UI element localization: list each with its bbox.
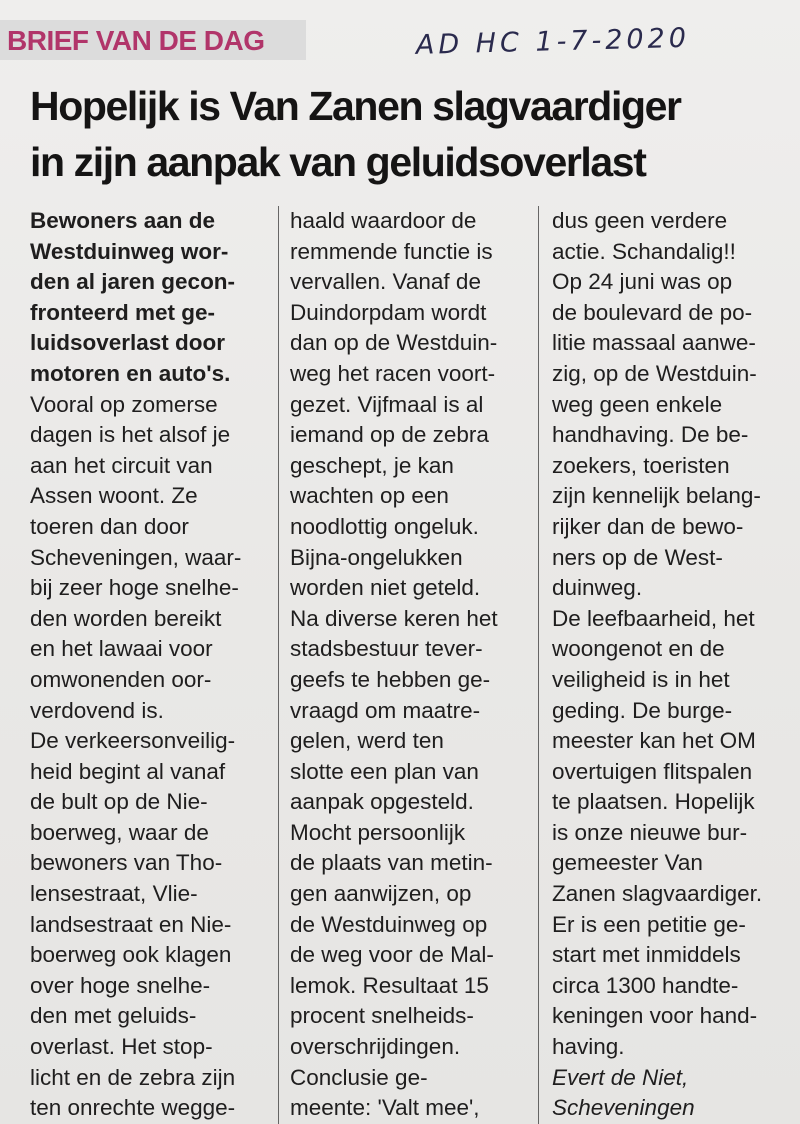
article-text-line: rijker dan de bewo- (552, 513, 744, 539)
headline-line-1: Hopelijk is Van Zanen slagvaardiger (30, 83, 681, 129)
article-text-line: de weg voor de Mal- (290, 942, 494, 968)
article-text-line: aan het circuit van (30, 452, 213, 478)
article-text-line: heid begint al vanaf (30, 758, 226, 784)
article-text-line: handhaving. De be- (552, 422, 749, 448)
article-text-line: litie massaal aanwe- (552, 330, 756, 356)
article-text-line: over hoge snelhe- (30, 972, 211, 998)
article-text-line: boerweg, waar de (30, 819, 209, 845)
article-text-line: gen aanwijzen, op (290, 881, 472, 907)
article-text-line: ners op de West- (552, 544, 723, 570)
article-text-line: De verkeersonveilig- (30, 728, 236, 754)
article-intro-line: Bewoners aan de (30, 208, 216, 233)
article-text-line: dus geen verdere (552, 208, 728, 233)
article-text-line: worden niet geteld. (290, 575, 481, 601)
article-text-line: having. (552, 1034, 625, 1060)
article-text-line: Assen woont. Ze (30, 483, 198, 509)
article-intro-line: luidsoverlast door (30, 330, 226, 356)
rubric-label: BRIEF VAN DE DAG (7, 25, 265, 56)
headline-line-2: in zijn aanpak van geluidsoverlast (30, 139, 646, 185)
article-text-line: keningen voor hand- (552, 1003, 758, 1029)
article-intro-line: Westduinweg wor- (30, 238, 229, 264)
article-text-line: slotte een plan van (290, 758, 479, 784)
article-column-1 (30, 206, 270, 1124)
article-text-line: landsestraat en Nie- (30, 911, 232, 937)
article-text-line: overlast. Het stop- (30, 1034, 213, 1060)
article-text-line: den met geluids- (30, 1003, 197, 1029)
article-text-line: licht en de zebra zijn (30, 1064, 236, 1090)
article-text-line: bewoners van Tho- (30, 850, 223, 876)
article-text-line: stadsbestuur tever- (290, 636, 483, 662)
article-text-line: Mocht persoonlijk (290, 819, 466, 845)
article-text-line: geding. De burge- (552, 697, 733, 723)
column-divider-2 (538, 206, 539, 1124)
article-text-line: te plaatsen. Hopelijk (552, 789, 755, 815)
article-text-line: de plaats van metin- (290, 850, 493, 876)
article-text-line: de Westduinweg op (290, 911, 488, 937)
rubric-banner (0, 20, 306, 60)
article-text-line: overtuigen flitspalen (552, 758, 753, 784)
article-text-line: actie. Schandalig!! (552, 238, 736, 264)
article-text-line: Duindorpdam wordt (290, 299, 487, 325)
article-text-line: De leefbaarheid, het (552, 605, 755, 631)
article-text-line: gemeester Van (552, 850, 703, 876)
article-text-line: dagen is het alsof je (30, 422, 231, 448)
article-text-line: en het lawaai voor (30, 636, 213, 662)
signature-line: Scheveningen (552, 1095, 695, 1121)
article-text-line: de bult op de Nie- (30, 789, 208, 815)
handwritten-source-note: AD HC 1-7-2020 (415, 22, 691, 61)
column-divider-1 (278, 206, 279, 1124)
article-column-3 (552, 206, 792, 1124)
article-text-line: zoekers, toeristen (552, 452, 730, 478)
article-text-line: weg geen enkele (552, 391, 723, 417)
article-text-line: omwonenden oor- (30, 666, 212, 692)
article-text-line: is onze nieuwe bur- (552, 819, 748, 845)
article-text-line: remmende functie is (290, 238, 493, 264)
article-text-line: verdovend is. (30, 697, 164, 723)
article-text-line: vraagd om maatre- (290, 697, 481, 723)
article-text-line: aanpak opgesteld. (290, 789, 474, 815)
article-text-line: meester kan het OM (552, 728, 756, 754)
article-intro-line: fronteerd met ge- (30, 299, 216, 325)
article-intro-line: den al jaren gecon- (30, 269, 236, 295)
article-text-line: de boulevard de po- (552, 299, 753, 325)
article-text-line: meente: 'Valt mee', (290, 1095, 480, 1121)
article-column-2 (290, 206, 530, 1124)
article-text-line: Scheveningen, waar- (30, 544, 242, 570)
article-text-line: Bijna-ongelukken (290, 544, 463, 570)
article-text-line: veiligheid is in het (552, 666, 730, 692)
article-text-line: start met inmiddels (552, 942, 741, 968)
article-text-line: lemok. Resultaat 15 (290, 972, 489, 998)
article-text-line: Vooral op zomerse (30, 391, 218, 417)
article-text-line: den worden bereikt (30, 605, 222, 631)
article-text-line: procent snelheids- (290, 1003, 474, 1029)
article-text-line: circa 1300 handte- (552, 972, 739, 998)
article-text-line: zijn kennelijk belang- (552, 483, 761, 509)
article-text-line: gelen, werd ten (290, 728, 444, 754)
article-text-line: bij zeer hoge snelhe- (30, 575, 239, 601)
headline (30, 78, 800, 190)
article-text-line: zig, op de Westduin- (552, 360, 757, 386)
article-text-line: boerweg ook klagen (30, 942, 232, 968)
article-text-line: wachten op een (290, 483, 449, 509)
article-text-line: overschrijdingen. (290, 1034, 461, 1060)
article-intro-line: motoren en auto's. (30, 360, 231, 386)
article-text-line: dan op de Westduin- (290, 330, 498, 356)
article-text-line: geschept, je kan (290, 452, 454, 478)
article-text-line: Er is een petitie ge- (552, 911, 746, 937)
article-text-line: Conclusie ge- (290, 1064, 428, 1090)
article-text-line: haald waardoor de (290, 208, 477, 233)
article-text-line: geefs te hebben ge- (290, 666, 491, 692)
article-text-line: iemand op de zebra (290, 422, 489, 448)
article-text-line: Zanen slagvaardiger. (552, 881, 763, 907)
article-text-line: duinweg. (552, 575, 643, 601)
article-text-line: gezet. Vijfmaal is al (290, 391, 484, 417)
article-text-line: toeren dan door (30, 513, 189, 539)
article-text-line: ten onrechte wegge- (30, 1095, 236, 1121)
article-text-line: Na diverse keren het (290, 605, 498, 631)
article-text-line: Op 24 juni was op (552, 269, 733, 295)
article-text-line: vervallen. Vanaf de (290, 269, 481, 295)
article-text-line: weg het racen voort- (290, 360, 496, 386)
article-text-line: woongenot en de (552, 636, 725, 662)
signature-line: Evert de Niet, (552, 1064, 689, 1090)
article-text-line: lensestraat, Vlie- (30, 881, 198, 907)
article-text-line: noodlottig ongeluk. (290, 513, 479, 539)
